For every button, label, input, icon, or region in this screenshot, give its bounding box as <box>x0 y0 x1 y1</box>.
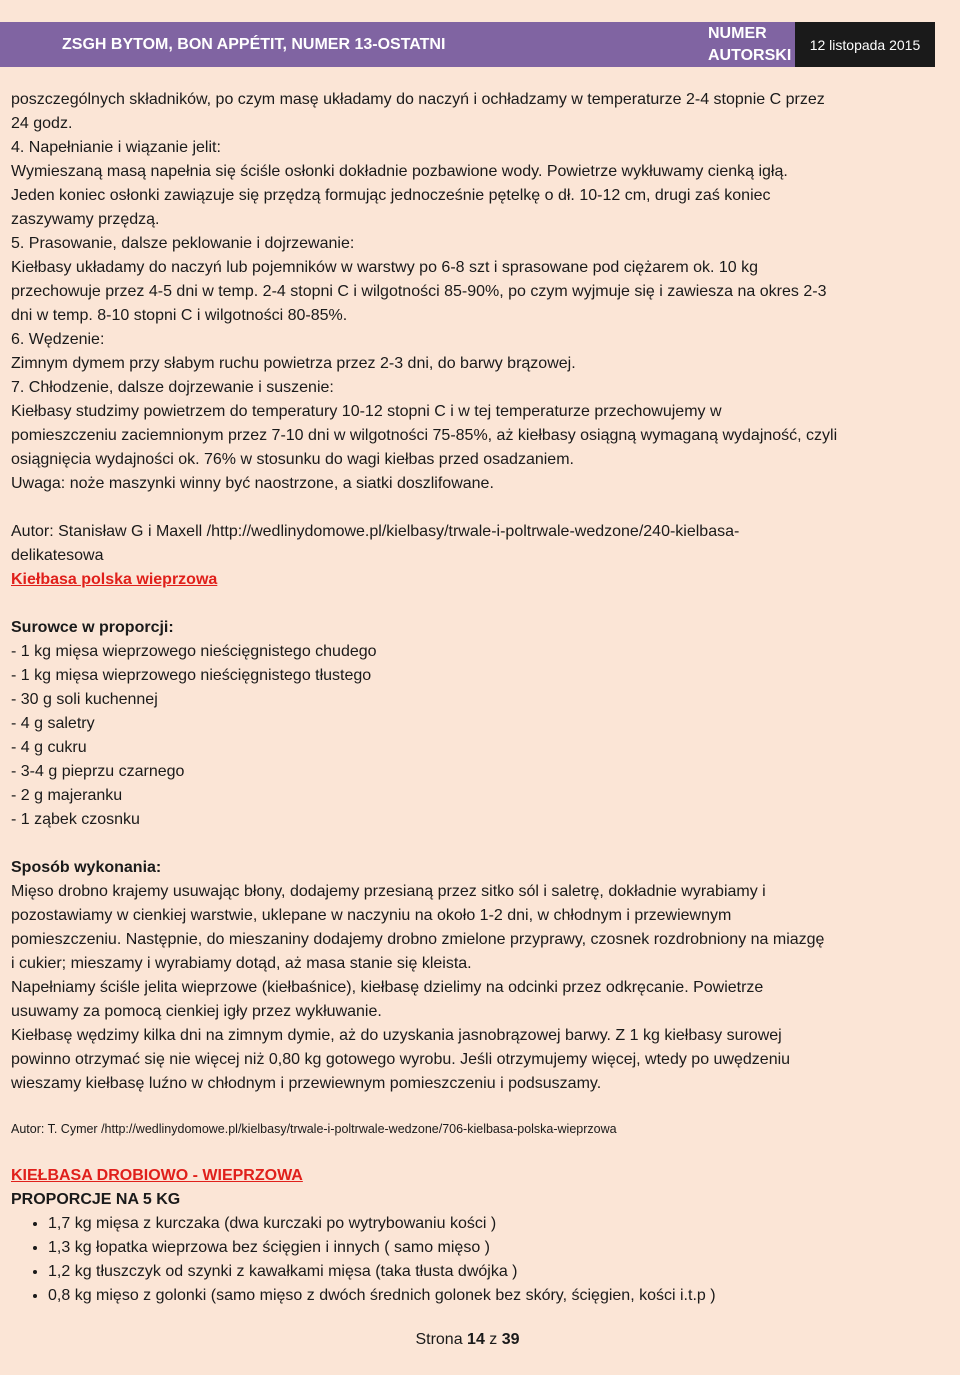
method-line: usuwamy za pomocą cienkiej igły przez wykłuwanie. <box>11 1003 382 1020</box>
header-title: ZSGH BYTOM, BON APPÉTIT, NUMER 13-OSTATNI <box>0 22 650 67</box>
list-item: • 1,2 kg tłuszczyk od szynki z kawałkami mięsa (taka tłusta dwójka ) <box>48 1260 926 1284</box>
list-item: • 0,8 kg mięso z golonki (samo mięso z dwóch średnich golonek bez skóry, ścięgien, kości i.t.p ) <box>48 1284 926 1308</box>
footer-prefix: Strona <box>415 1331 463 1348</box>
body-line: 7. Chłodzenie, dalsze dojrzewanie i suszenie: <box>11 379 334 396</box>
ingredient-item: - 1 kg mięsa wieprzowego nieścięgnistego tłustego <box>11 667 372 684</box>
footer-separator: z <box>489 1331 498 1348</box>
body-line: 6. Wędzenie: <box>11 331 105 348</box>
body-line: poszczególnych składników, po czym masę układamy do naczyń i ochładzamy w temperaturze 2-4 stopnie C przez <box>11 91 825 108</box>
author-credit: Autor: Stanisław G i Maxell /http://wedlinydomowe.pl/kielbasy/trwale-i-poltrwale-wedzone/240-kielbasa- <box>11 523 740 540</box>
body-line: 5. Prasowanie, dalsze peklowanie i dojrzewanie: <box>11 235 355 252</box>
body-line: Zimnym dymem przy słabym ruchu powietrza przez 2-3 dni, do barwy brązowej. <box>11 355 576 372</box>
ingredient-item: - 4 g saletry <box>11 715 95 732</box>
body-line: Kiełbasy układamy do naczyń lub pojemników w warstwy po 6-8 szt i sprasowane pod ciężarem ok. 10 kg <box>11 259 759 276</box>
body-line: Wymieszaną masą napełnia się ściśle osłonki dokładnie pozbawione wody. Powietrze wykłuwamy cienką igłą. <box>11 163 788 180</box>
body-line: Jeden koniec osłonki zawiązuje się przędzą formując jednocześnie pętelkę o dł. 10-12 cm, drugi zaś koniec <box>11 187 771 204</box>
method-line: powinno otrzymać się nie więcej niż 0,80 kg gotowego wyrobu. Jeśli otrzymujemy więcej, wtedy po uwędzeniu <box>11 1051 791 1068</box>
method-line: pomieszczeniu. Następnie, do mieszaniny dodajemy drobno zmielone przyprawy, czosnek rozdrobniony na miazgę <box>11 931 825 948</box>
body-line: 24 godz. <box>11 115 73 132</box>
body-line: Kiełbasy studzimy powietrzem do temperatury 10-12 stopni C i w tej temperaturze przechowujemy w <box>11 403 722 420</box>
method-line: Mięso drobno krajemy usuwając błony, dodajemy przesianą przez sitko sól i saletrę, dokładnie wyrabiamy i <box>11 883 766 900</box>
header-issue-line2: AUTORSKI <box>708 46 792 64</box>
proportions-list <box>11 1212 926 1308</box>
method-line: pozostawiamy w cienkiej warstwie, uklepane w naczyniu na około 1-2 dni, w chłodnym i przewiewnym <box>11 907 732 924</box>
header-date: 12 listopada 2015 <box>795 22 935 67</box>
document-body <box>11 88 926 1308</box>
recipe-title: Kiełbasa polska wieprzowa <box>11 571 218 588</box>
footer-total-pages: 39 <box>501 1331 520 1348</box>
body-line: przechowuje przez 4-5 dni w temp. 2-4 stopni C i wilgotności 85-90%, po czym wyjmuje się i zawiesza na okres 2-3 <box>11 283 827 300</box>
ingredient-item: - 4 g cukru <box>11 739 87 756</box>
page-footer <box>0 1331 935 1349</box>
body-line: Uwaga: noże maszynki winny być naostrzone, a siatki doszlifowane. <box>11 475 494 492</box>
author-credit-small: Autor: T. Cymer /http://wedlinydomowe.pl/kielbasy/trwale-i-poltrwale-wedzone/706-kielbasa-polska-wieprzowa <box>11 1122 617 1136</box>
page-header <box>0 22 935 67</box>
body-line: 4. Napełnianie i wiązanie jelit: <box>11 139 221 156</box>
ingredient-item: - 1 kg mięsa wieprzowego nieścięgnistego chudego <box>11 643 377 660</box>
list-item: • 1,7 kg mięsa z kurczaka (dwa kurczaki po wytrybowaniu kości ) <box>48 1212 926 1236</box>
method-line: wieszamy kiełbasę luźno w chłodnym i przewiewnym pomieszczeniu i podsuszamy. <box>11 1075 602 1092</box>
ingredient-item: - 2 g majeranku <box>11 787 123 804</box>
body-line: dni w temp. 8-10 stopni C i wilgotności 80-85%. <box>11 307 348 324</box>
ingredient-item: - 1 ząbek czosnku <box>11 811 140 828</box>
author-credit: delikatesowa <box>11 547 104 564</box>
method-line: Napełniamy ściśle jelita wieprzowe (kiełbaśnice), kiełbasę dzielimy na odcinki przez odkręcanie. Powietrze <box>11 979 764 996</box>
proportions-heading: PROPORCJE NA 5 KG <box>11 1191 181 1208</box>
method-line: i cukier; mieszamy i wyrabiamy dotąd, aż masa stanie się kleista. <box>11 955 472 972</box>
ingredient-item: - 30 g soli kuchennej <box>11 691 158 708</box>
footer-page-number: 14 <box>467 1331 485 1348</box>
recipe-title: KIEŁBASA DROBIOWO - WIEPRZOWA <box>11 1167 303 1184</box>
body-line: osiągnięcia wydajności ok. 76% w stosunku do wagi kiełbas przed osadzaniem. <box>11 451 574 468</box>
ingredient-item: - 3-4 g pieprzu czarnego <box>11 763 185 780</box>
list-item: • 1,3 kg łopatka wieprzowa bez ścięgien i innych ( samo mięso ) <box>48 1236 926 1260</box>
body-line: zaszywamy przędzą. <box>11 211 160 228</box>
method-heading: Sposób wykonania: <box>11 859 162 876</box>
body-line: pomieszczeniu zaciemnionym przez 7-10 dni w wilgotności 75-85%, aż kiełbasy osiągną wymaganą wydajność, czyli <box>11 427 838 444</box>
header-issue-line1: NUMER <box>708 24 767 42</box>
header-issue-label <box>650 22 795 67</box>
method-line: Kiełbasę wędzimy kilka dni na zimnym dymie, aż do uzyskania jasnobrązowej barwy. Z 1 kg kiełbasy surowej <box>11 1027 782 1044</box>
ingredients-heading: Surowce w proporcji: <box>11 619 174 636</box>
